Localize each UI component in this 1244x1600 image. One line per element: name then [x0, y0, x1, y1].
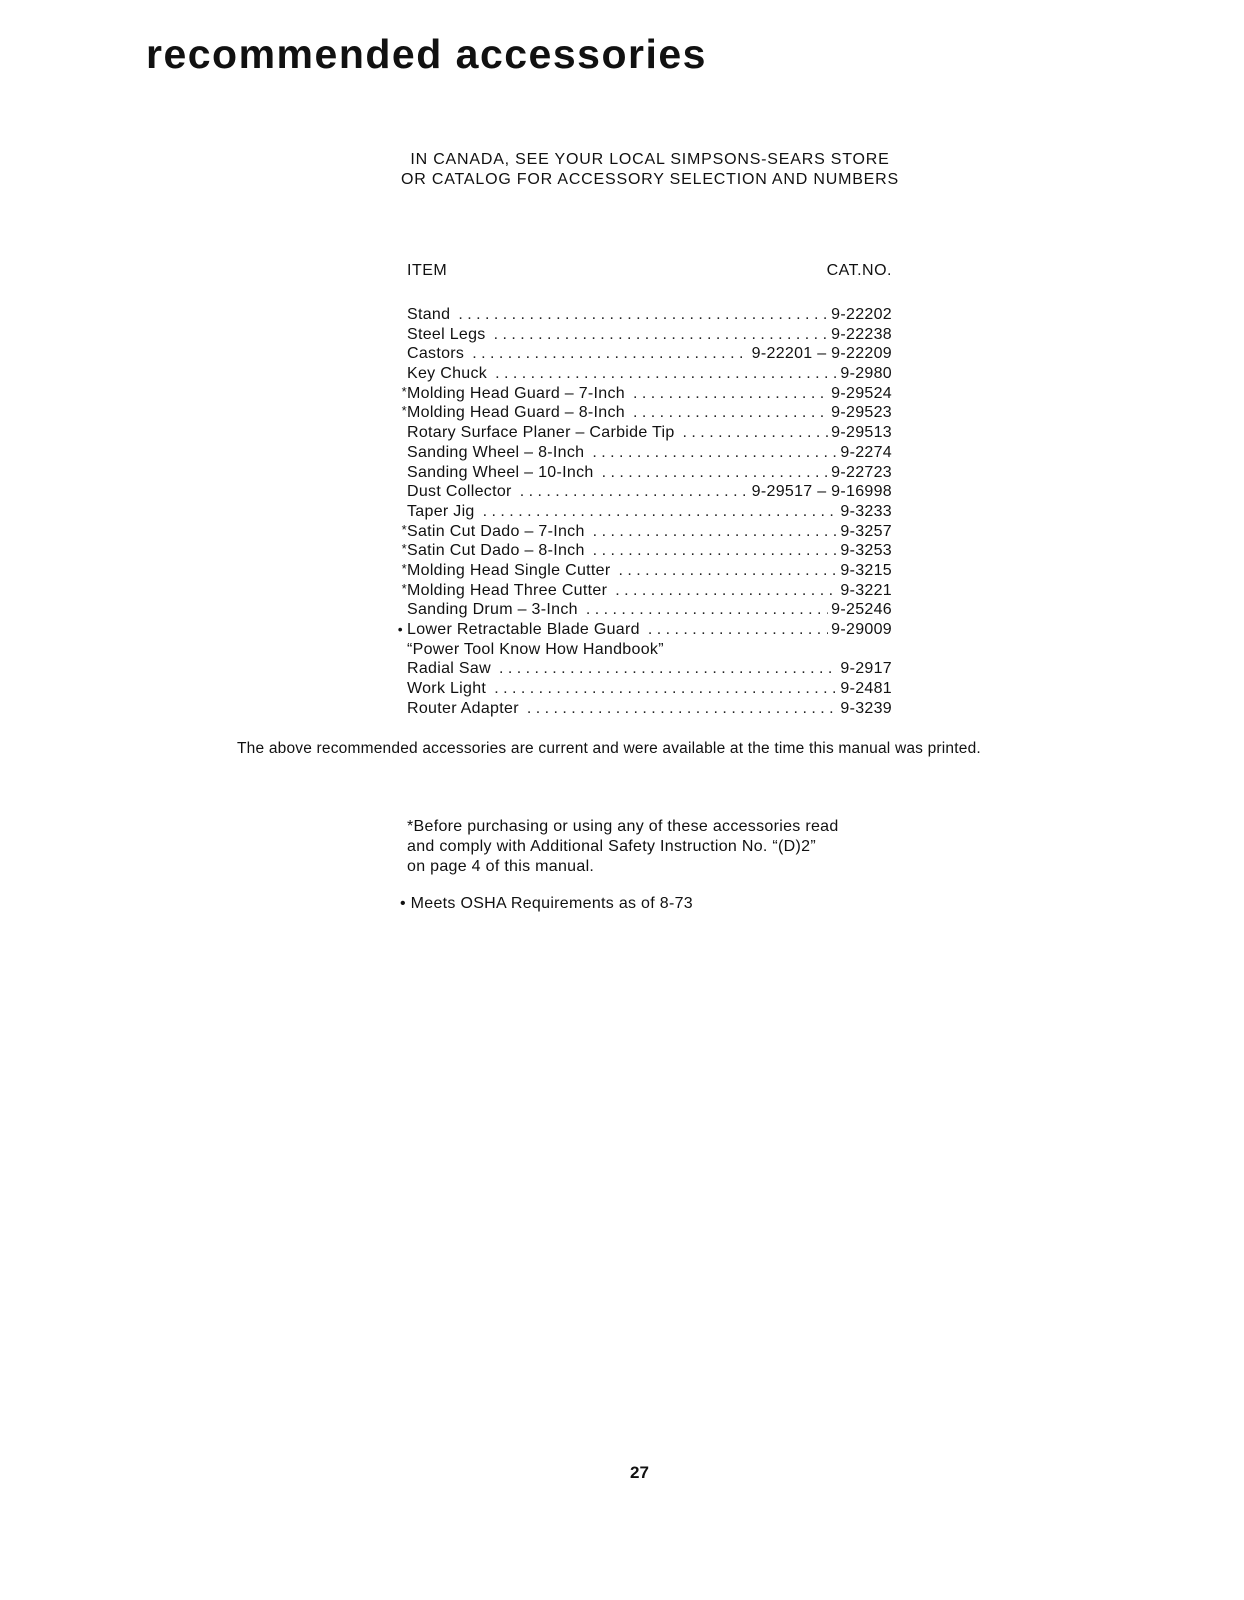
accessory-row [401, 541, 892, 561]
accessory-row [407, 640, 892, 660]
dot-leader [615, 581, 837, 601]
dot-leader [499, 659, 837, 679]
dot-leader [592, 443, 837, 463]
dot-leader [520, 482, 749, 502]
accessory-name: Rotary Surface Planer – Carbide Tip [407, 424, 675, 442]
accessory-row [407, 502, 892, 522]
accessory-row [407, 699, 892, 719]
accessory-row [401, 403, 892, 423]
dot-leader [683, 423, 829, 443]
catalog-number: 9-29009 [831, 621, 892, 638]
dot-leader [593, 541, 838, 561]
accessory-row [401, 383, 892, 404]
accessory-row [407, 423, 892, 443]
catalog-number: 9-2917 [840, 660, 892, 678]
accessory-name: Work Light [407, 680, 487, 698]
accessory-row [407, 305, 892, 325]
dot-leader [633, 384, 828, 404]
osha-note: • Meets OSHA Requirements as of 8-73 [400, 895, 693, 912]
accessory-name: Taper Jig [407, 502, 475, 520]
catalog-number: 9-22202 [831, 306, 892, 323]
catalog-number: 9-22201 – 9-22209 [751, 345, 892, 363]
accessory-name: Steel Legs [407, 325, 486, 343]
dot-leader [472, 344, 748, 364]
accessory-name: Molding Head Three Cutter [407, 581, 608, 599]
accessory-name: Router Adapter [407, 699, 519, 717]
accessory-name: Molding Head Guard – 7-Inch [407, 384, 625, 402]
safety-note-line-3: on page 4 of this manual. [407, 858, 595, 875]
accessory-name: Radial Saw [407, 660, 491, 678]
accessory-name: Castors [407, 345, 465, 363]
page-number: 27 [630, 1463, 649, 1482]
accessory-row [407, 482, 892, 502]
dot-leader [648, 620, 828, 640]
safety-note-line-1: *Before purchasing or using any of these accessories read [407, 818, 839, 835]
accessory-row [407, 463, 892, 483]
catalog-number: 9-3253 [840, 542, 892, 560]
accessory-list [397, 305, 892, 718]
catalog-number: 9-3233 [840, 502, 892, 520]
dot-leader [458, 305, 828, 325]
safety-asterisk-marker: * [401, 560, 407, 576]
dot-leader [593, 522, 838, 542]
catalog-number: 9-29523 [831, 404, 892, 422]
accessory-row [407, 443, 892, 463]
accessory-name: Molding Head Guard – 8-Inch [407, 404, 625, 422]
safety-asterisk-marker: * [401, 403, 407, 419]
catalog-number: 9-29513 [831, 424, 892, 442]
dot-leader [495, 364, 837, 384]
accessory-row [401, 580, 892, 601]
dot-leader [586, 600, 828, 620]
accessory-name: Sanding Wheel – 8-Inch [407, 443, 585, 461]
accessory-name: Satin Cut Dado – 8-Inch [407, 542, 585, 560]
dot-leader [494, 679, 837, 699]
accessory-name: Sanding Drum – 3-Inch [407, 601, 578, 619]
accessory-name: Lower Retractable Blade Guard [407, 621, 640, 638]
catalog-number: 9-29517 – 9-16998 [751, 483, 892, 501]
catalog-number: 9-2481 [840, 680, 892, 698]
catalog-number: 9-22238 [831, 325, 892, 343]
accessory-row [407, 364, 892, 384]
osha-bullet-marker: • [397, 621, 403, 637]
catalog-number: 9-22723 [831, 463, 892, 481]
availability-note: The above recommended accessories are current and were available at the time this manual was printed. [237, 740, 981, 757]
accessory-name: Molding Head Single Cutter [407, 561, 611, 579]
dot-leader [527, 699, 838, 719]
table-header [407, 262, 892, 280]
canada-notice [380, 150, 920, 190]
dot-leader [633, 403, 828, 423]
dot-leader [602, 463, 829, 483]
accessory-name: Stand [407, 306, 451, 323]
accessory-name: Key Chuck [407, 365, 488, 383]
dot-leader [494, 325, 829, 345]
canada-notice-line-1: IN CANADA, SEE YOUR LOCAL SIMPSONS-SEARS STORE [410, 151, 890, 168]
accessory-name: Dust Collector [407, 483, 512, 501]
safety-asterisk-marker: * [401, 541, 407, 557]
catalog-number: 9-25246 [831, 601, 892, 619]
dot-leader [618, 561, 837, 581]
accessory-row [401, 560, 892, 581]
canada-notice-line-2: OR CATALOG FOR ACCESSORY SELECTION AND NUMBERS [401, 171, 899, 188]
catalog-number: 9-3215 [840, 561, 892, 579]
safety-asterisk-marker: * [401, 521, 407, 537]
accessory-row [397, 620, 892, 640]
accessory-row [407, 600, 892, 620]
safety-note [407, 817, 907, 877]
catalog-number: 9-2980 [840, 365, 892, 383]
accessory-row [407, 325, 892, 345]
catalog-number: 9-2274 [840, 443, 892, 461]
catalog-number: 9-3221 [840, 581, 892, 599]
accessory-row [407, 659, 892, 679]
catalog-number-column-header: CAT.NO. [826, 262, 892, 279]
catalog-number: 9-3239 [840, 699, 892, 717]
accessory-name: Satin Cut Dado – 7-Inch [407, 522, 585, 540]
catalog-number: 9-3257 [840, 522, 892, 540]
accessory-name: “Power Tool Know How Handbook” [407, 640, 664, 658]
safety-note-line-2: and comply with Additional Safety Instruction No. “(D)2” [407, 838, 816, 855]
safety-asterisk-marker: * [401, 383, 407, 399]
accessory-row [407, 344, 892, 364]
dot-leader [483, 502, 838, 522]
page-title: recommended accessories [146, 31, 707, 77]
item-column-header: ITEM [407, 262, 448, 279]
accessory-name: Sanding Wheel – 10-Inch [407, 463, 594, 481]
accessory-row [407, 679, 892, 699]
accessory-row [401, 521, 892, 542]
safety-asterisk-marker: * [401, 580, 407, 596]
catalog-number: 9-29524 [831, 384, 892, 402]
